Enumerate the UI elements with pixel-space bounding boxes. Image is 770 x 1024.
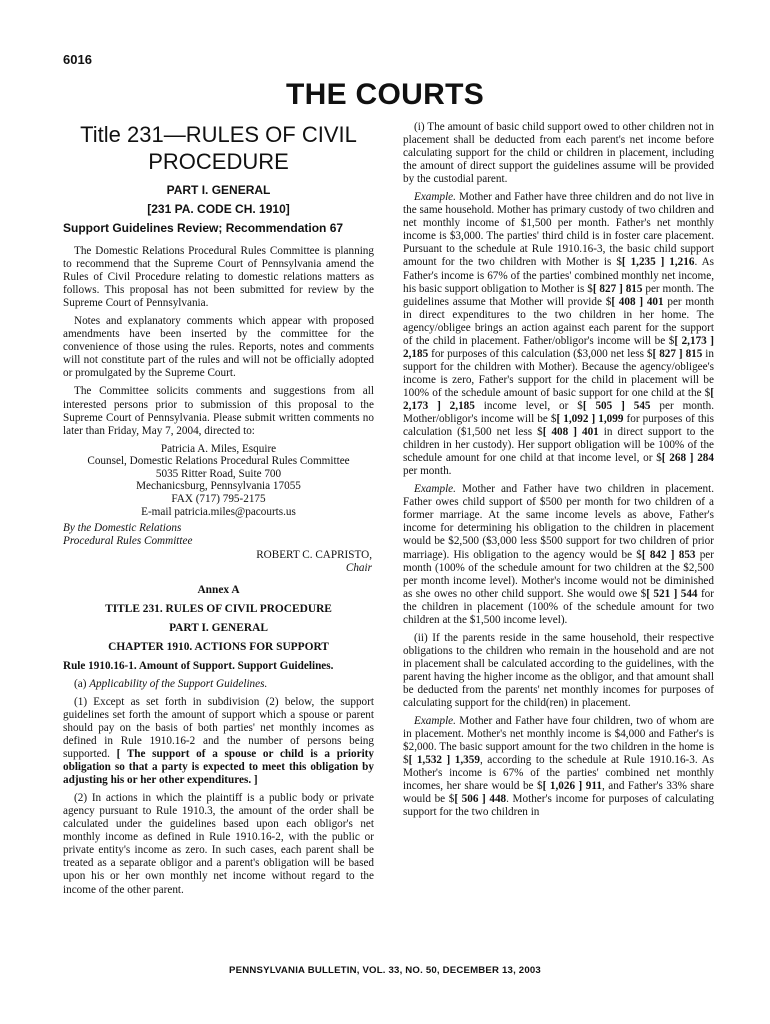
page-number: 6016 [63,52,92,67]
subsection-a [63,678,374,691]
contact-fax: FAX (717) 795-2175 [171,493,266,506]
subsection-a-label: (a) [74,677,87,690]
title-line-2: PROCEDURE [148,149,289,174]
example-3 [403,715,714,819]
amendment-amount: [ 506 ] 448 [454,793,507,806]
example-text: , according to the schedule at Rule 1910.16-3. As Mother's income is 67% of the parties' combined net monthly incomes, her share would be $ [403,754,715,793]
amendment-amount: [ 505 ] 545 [582,399,651,412]
byline-line-1: By the Domestic Relations [63,522,182,535]
paragraph-1 [63,696,374,787]
example-text: in direct support to the children in her custody). Her support obligation will be 100% of the schedule amount for one child at that income level, or $ [403,426,714,465]
example-text: Mother and Father have four children, two of whom are in placement. Mother's net monthly income is $4,000 and Father's is $2,000. The basic support amount for the two children in the home is $ [403,715,715,767]
example-text: per month. The guidelines assume that Mother will provide $ [403,282,714,308]
example-text: Mother and Father have two children in placement. Father owes child support of $500 per month for two children of a former marriage. At the same income levels as above, Father's income for determining his obligation to the children in placement would be $2,500 ($3,000 less $500 support for two children of prior marriage). His obligation to the agency would be $ [403,483,714,561]
contact-city: Mechanicsburg, Pennsylvania 17055 [136,480,301,493]
contact-address [63,443,374,519]
example-label: Example. [414,191,456,204]
amendment-amount: [ 827 ] 815 [652,347,703,360]
subsection-i: (i) The amount of basic child support owed to other children not in placement shall be deducted from each parent's net income before calculating support for the child or children in placement, including the amount of direct support the guidelines assume will be provided by the custodial parent. [403,121,714,186]
intro-paragraph: The Domestic Relations Procedural Rules Committee is planning to recommend that the Supreme Court of Pennsylvania amend the Rules of Civil Procedure relating to domestic relations matters as follows. This proposal has not been submitted for review by the Supreme Court of Pennsylvania. [63,245,374,310]
byline-line-2: Procedural Rules Committee [63,534,193,547]
example-text: per month (100% of the schedule amount for two children at the $2,500 per month income level). Mother's income would not be diminished as she owes no other child support. She would owe $ [403,548,714,600]
amendment-amount: [ 408 ] 401 [611,295,664,308]
amendment-amount: [ 2,173 ] 2,185 [403,386,714,412]
chapter-heading: CHAPTER 1910. ACTIONS FOR SUPPORT [108,640,329,653]
subsection-a-title: Applicability of the Support Guidelines. [89,677,268,690]
title-caps-heading: TITLE 231. RULES OF CIVIL PROCEDURE [105,602,332,615]
amendment-amount: [ 521 ] 544 [646,587,698,600]
comments-paragraph: The Committee solicits comments and suggestions from all interested persons prior to submission of this proposal to the Supreme Court of Pennsylvania. Please submit written comments no later than Friday, May 7, 2004, directed to: [63,385,374,437]
review-heading: Support Guidelines Review; Recommendation 67 [63,221,344,235]
amendment-amount: [ 1,092 ] 1,099 [556,413,624,426]
example-text: . As Father's income is 67% of the parties' combined monthly net income, his basic support obligation to Mother is $ [403,256,714,295]
right-column [403,121,714,824]
example-text: for the children in placement (100% of the schedule amount for two children at the $1,500 income level). [403,587,714,626]
left-column [63,121,374,902]
code-reference: [231 PA. CODE CH. 1910] [147,202,290,216]
signer-name: ROBERT C. CAPRISTO, [256,549,372,562]
example-2 [403,483,714,627]
part-caps-heading: PART I. GENERAL [169,621,268,634]
example-text: , and Father's 33% share would be $ [403,780,714,806]
contact-street: 5035 Ritter Road, Suite 700 [155,467,282,480]
example-1 [403,191,714,478]
example-text: for purposes of this calculation ($3,000 net less $ [428,347,653,360]
title-heading [63,121,374,175]
paragraph-1-text: (1) Except as set forth in subdivision (2) below, the support guidelines set forth the amount of support which a spouse or parent should pay on the basis of both parties' net monthly incomes as defined in Rule 1910.16-2 and the number of persons being supported. [63,695,374,761]
committee-byline [63,522,374,547]
contact-position: Counsel, Domestic Relations Procedural Rules Committee [87,455,350,468]
contact-name: Patricia A. Miles, Esquire [160,442,277,455]
page-footer: PENNSYLVANIA BULLETIN, VOL. 33, NO. 50, DECEMBER 13, 2003 [229,965,541,976]
subsection-ii: (ii) If the parents reside in the same household, their respective obligations to the children who remain in the household and are not in placement shall be calculated according to the guidelines, with the parent having the higher income as the obligor, and that amount shall be deducted from the parents' net monthly incomes for purposes of calculating support for the child(ren) in placement. [403,631,714,710]
amendment-amount: [ 1,532 ] 1,359 [408,754,480,767]
amendment-amount: [ 842 ] 853 [641,548,696,561]
example-label: Example. [414,483,456,496]
example-text: . Mother's income for purposes of calculating support for the two children in [403,793,715,819]
title-line-1: Title 231—RULES OF CIVIL [80,122,357,147]
example-text: income level, or $ [474,399,583,412]
amendment-amount: [ 1,026 ] 911 [542,780,602,793]
part-heading: PART I. GENERAL [166,183,271,197]
section-masthead: THE COURTS [286,78,484,111]
notes-paragraph: Notes and explanatory comments which appear with proposed amendments have been inserted by the committee for the convenience of those using the rules. Reports, notes and comments will not constitute part of the rules and will not be officially adopted or promulgated by the Supreme Court. [63,315,374,380]
contact-email: E-mail patricia.miles@pacourts.us [141,505,296,518]
amendment-amount: [ 827 ] 815 [592,282,643,295]
signer-title: Chair [345,562,372,574]
amendment-amount: [ 1,235 ] 1,216 [621,256,695,269]
example-text: per month. [403,465,452,478]
example-text: in support for the children with Mother). Because the agency/obligee's income is zero, Father's support for the child in placement will be 100% of the schedule amount of basic support for one child at the $ [403,347,714,399]
annex-heading: Annex A [197,583,240,596]
paragraph-2: (2) In actions in which the plaintiff is a public body or private agency pursuant to Rule 1910.3, the amount of the order shall be calculated under the guidelines based upon each obligor's net monthly income as defined in Rule 1910.16-2, with the public or private entity's income as zero. In such cases, each parent shall be treated as a separate obligor and a parent's obligation will be based upon his or her own monthly net income without regard to the income of the other parent. [63,792,374,896]
example-text: Mother and Father have three children and do not live in the same household. Mother has primary custody of two children and net monthly income of $1,500 per month. Father's net monthly income is $3,000. The parties' third child is in foster care placement. Pursuant to the schedule at Rule 1910.16-3, the basic child support amount for the two children with Mother is $ [403,191,714,269]
rule-heading: Rule 1910.16-1. Amount of Support. Support Guidelines. [63,659,334,672]
example-label: Example. [414,715,456,728]
amendment-amount: [ 268 ] 284 [661,452,714,465]
amendment-amount: [ 408 ] 401 [542,426,599,439]
amendment-amount: [ 2,173 ] 2,185 [403,334,715,360]
deleted-text-bold: [ The support of a spouse or child is a priority obligation so that a party is expected to meet this obligation by adjusting his or her other expenditures. ] [63,748,374,787]
signature-block [63,549,374,574]
example-text: per month in direct expenditures to the two children in her home. The agency/obligee brings an action against each parent for the support of the child in placement. Father/obligor's income will be $ [403,295,714,347]
example-text: for purposes of this calculation ($1,500 net less $ [403,413,714,439]
example-text: per month. Mother/obligor's income will be $ [403,399,714,426]
